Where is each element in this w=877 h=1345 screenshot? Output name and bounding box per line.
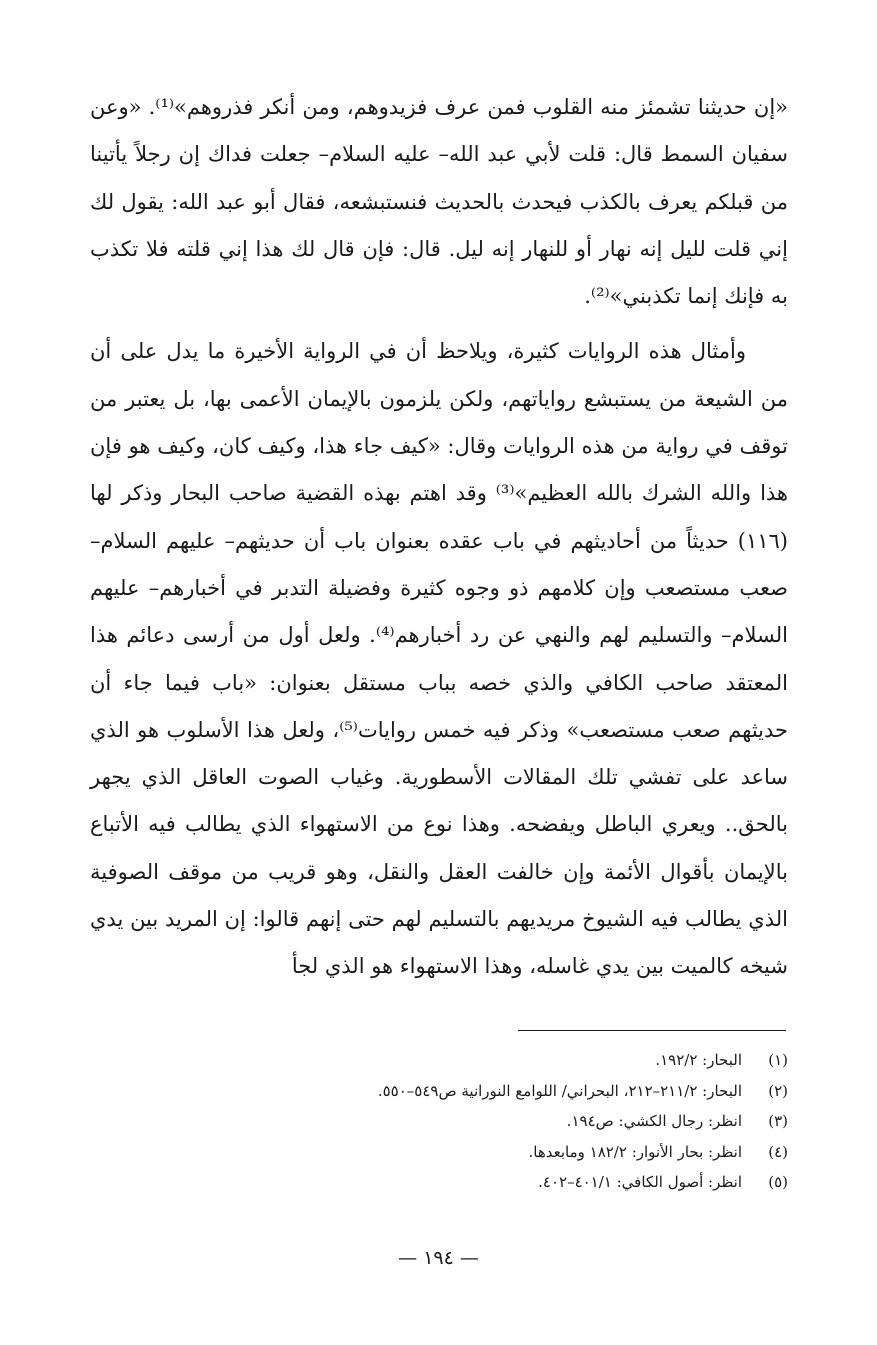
page-number: — ١٩٤ — xyxy=(398,1247,479,1269)
footnote-number: (٥) xyxy=(768,1173,788,1191)
footnote xyxy=(140,1167,788,1198)
footnote-number: (٢) xyxy=(768,1081,788,1100)
footnote-number: (٤) xyxy=(768,1142,788,1161)
footnote xyxy=(140,1045,788,1076)
footnote xyxy=(140,1106,788,1137)
footnote-separator xyxy=(518,1030,786,1031)
footnote xyxy=(140,1076,788,1107)
main-text xyxy=(90,84,788,991)
paragraph: وأمثال هذه الروايات كثيرة، ويلاحظ أن في الرواية الأخيرة ما يدل على أن من الشيعة من يستبشع رواياتهم، ولكن يلزمون بالإيمان الأعمى بها، بل يعتبر من توقف في رواية من هذه الروايات وقال: «كيف جاء هذا، وكيف كان، وكيف هو فإن هذا والله الشرك بالله العظيم»⁽³⁾ وقد اهتم بهذه القضية صاحب البحار وذكر لها (١١٦) حديثاً من أحاديثهم في باب عقده بعنوان باب أن حديثهم– عليهم السلام– صعب مستصعب وإن كلامهم ذو وجوه كثيرة وفضيلة التدبر في أخبارهم– عليهم السلام– والتسليم لهم والنهي عن رد أخبارهم⁽⁴⁾. ولعل أول من أرسى دعائم هذا المعتقد صاحب الكافي والذي خصه بباب مستقل بعنوان: «باب فيما جاء أن حديثهم صعب مستصعب» وذكر فيه خمس روايات⁽⁵⁾، ولعل هذا الأسلوب هو الذي ساعد على تفشي تلك المقالات الأسطورية. وغياب الصوت العاقل الذي يجهر بالحق.. ويعري الباطل ويفضحه. وهذا نوع من الاستهواء الذي يطالب فيه الأتباع بالإيمان بأقوال الأئمة وإن خالفت العقل والنقل، وهو قريب من موقف الصوفية الذي يطالب فيه الشيوخ مريديهم بالتسليم لهم حتى إنهم قالوا: إن المريد بين يدي شيخه كالميت بين يدي غاسله، وهذا الاستهواء هو الذي لجأ xyxy=(90,339,789,979)
footnote-text: البحار: ١٩٢/٢. xyxy=(655,1051,742,1069)
paragraph: «إن حديثنا تشمئز منه القلوب فمن عرف فزيدوهم، ومن أنكر فذروهم»⁽¹⁾. «وعن سفيان السمط قال: قلت لأبي عبد الله– عليه السلام– جعلت فداك إن رجلاً يأتينا من قبلكم يعرف بالكذب فيحدث بالحديث فنستبشعه، فقال أبو عبد الله: يقول لك إني قلت لليل إنه نهار أو للنهار إنه ليل. قال: فإن قال لك هذا إني قلته فلا تكذب به فإنك إنما تكذبني»⁽²⁾. xyxy=(90,95,788,309)
footnote-text: انظر: أصول الكافي: ٤٠١/١–٤٠٢. xyxy=(538,1173,742,1191)
footnote-number: (٣) xyxy=(768,1112,788,1130)
footnote-text: انظر: بحار الأنوار: ١٨٢/٢ ومابعدها. xyxy=(528,1142,742,1161)
footnotes xyxy=(140,1045,788,1198)
footnote xyxy=(140,1137,788,1168)
footnote-number: (١) xyxy=(768,1051,788,1069)
footnote-text: البحار: ٢١١/٢–٢١٢، البحراني/ اللوامع النورانية ص٥٤٩–٥٥٠. xyxy=(377,1081,742,1100)
footnote-text: انظر: رجال الكشي: ص١٩٤. xyxy=(566,1112,742,1130)
